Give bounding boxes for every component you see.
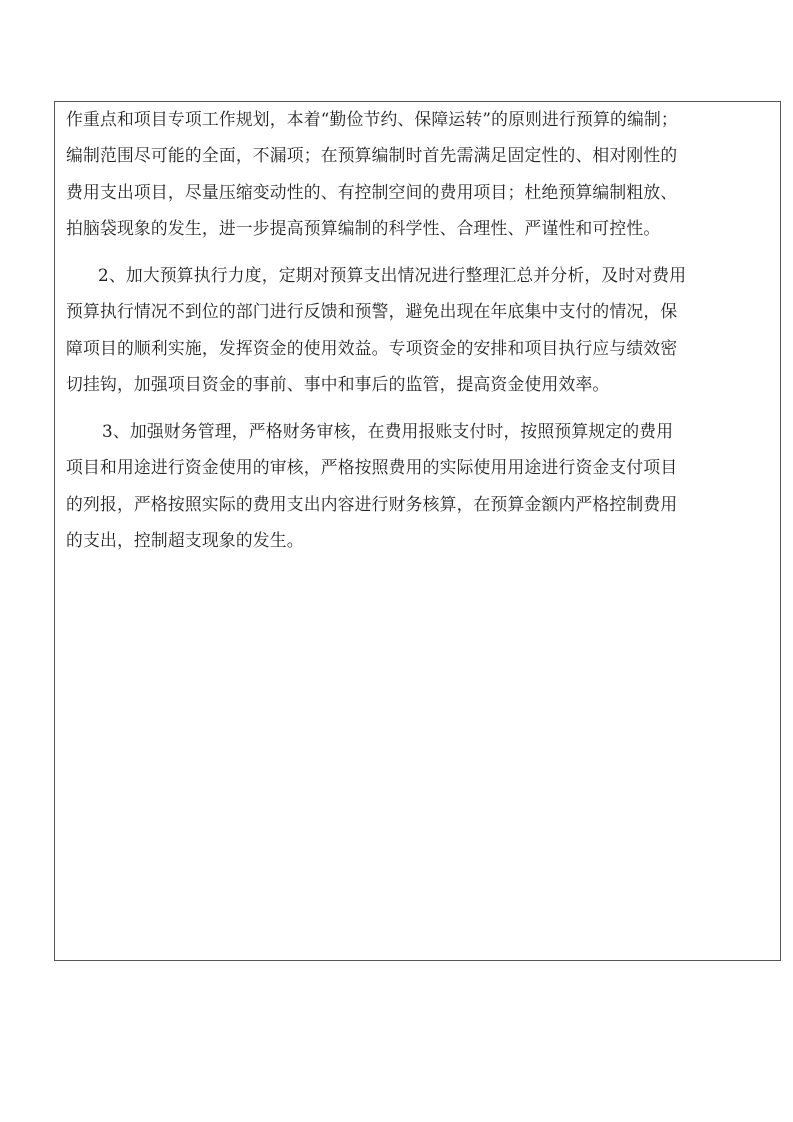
paragraph-3-first-line: 3、加强财务管理，严格财务审核，在费用报账支付时，按照预算规定的费用	[102, 421, 674, 441]
text-line: 拍脑袋现象的发生，进一步提高预算编制的科学性、合理性、严谨性和可控性。	[66, 218, 661, 238]
text-line: 障项目的顺利实施，发挥资金的使用效益。专项资金的安排和项目执行应与绩效密	[66, 338, 678, 358]
text-line: 编制范围尽可能的全面，不漏项；在预算编制时首先需满足固定性的、相对刚性的	[66, 145, 678, 165]
text-line: 作重点和项目专项工作规划，本着“勤俭节约、保障运转”的原则进行预算的编制；	[66, 109, 678, 129]
text-line: 预算执行情况不到位的部门进行反馈和预警，避免出现在年底集中支付的情况，保	[66, 301, 678, 321]
paragraph-2-first-line: 2、加大预算执行力度，定期对预算支出情况进行整理汇总并分析，及时对费用	[98, 265, 687, 285]
text-line: 项目和用途进行资金使用的审核，严格按照费用的实际使用用途进行资金支付项目	[66, 457, 678, 477]
text-line: 费用支出项目，尽量压缩变动性的、有控制空间的费用项目；杜绝预算编制粗放、	[66, 182, 678, 202]
text-line: 的列报，严格按照实际的费用支出内容进行财务核算，在预算金额内严格控制费用	[66, 494, 678, 514]
text-line: 的支出，控制超支现象的发生。	[66, 530, 304, 550]
text-line: 切挂钩，加强项目资金的事前、事中和事后的监管，提高资金使用效率。	[66, 374, 610, 394]
